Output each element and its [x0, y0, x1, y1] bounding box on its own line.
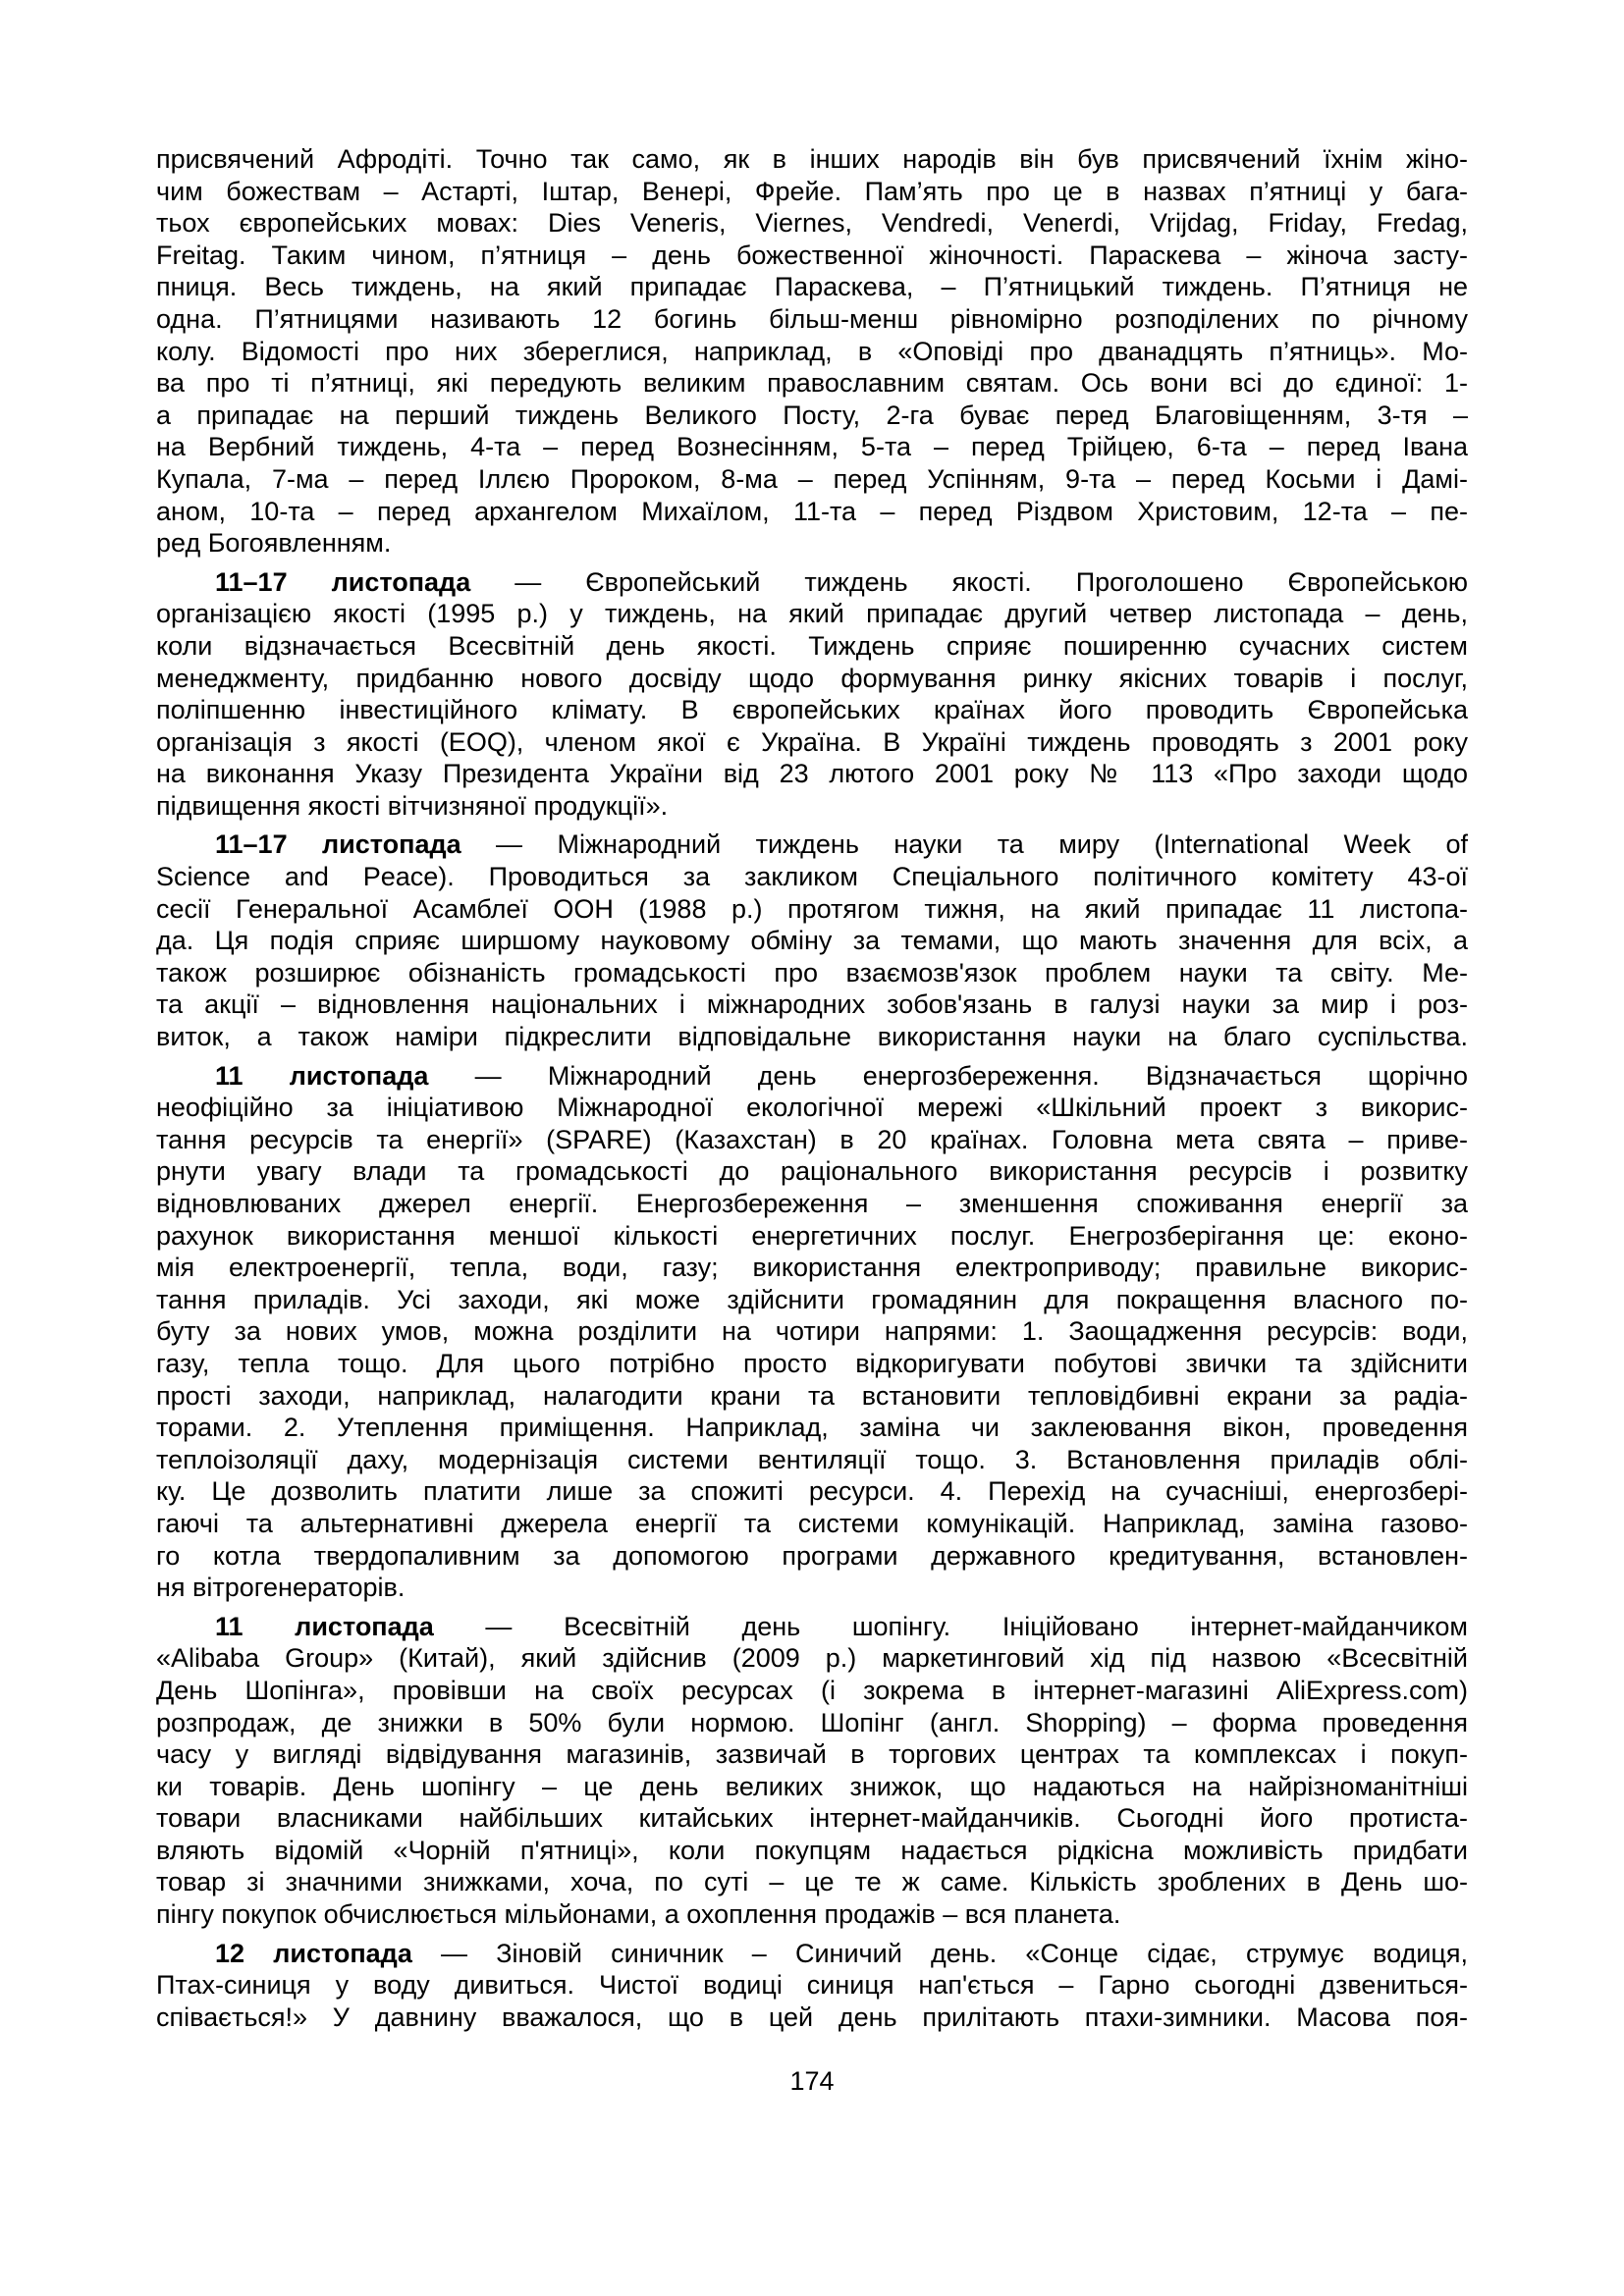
date-heading: 11 листопада [215, 1060, 429, 1091]
text-line: виток, а також наміри підкреслити відповідальне використання науки на благо суспільства. [156, 1022, 1468, 1052]
text-line: «Alibaba Group» (Китай), який здійснив (2009 р.) маркетинговий хід під назвою «Всесвітній [156, 1643, 1468, 1674]
paragraph-shopping-day [156, 1611, 1468, 1931]
text-line: тьох європейських мовах: Dies Veneris, Viernes, Vendredi, Venerdi, Vrijdag, Friday, Fredag, [156, 208, 1468, 239]
text-line: мія електроенергії, тепла, води, газу; використання електроприводу; правильне викорис- [156, 1253, 1468, 1283]
text-line: Freitag. Таким чином, п’ятниця – день божественної жіночності. Параскева – жіноча засту- [156, 240, 1468, 270]
text-line: — Міжнародний день енергозбереження. Відзначається щорічно [428, 1060, 1468, 1091]
date-heading: 12 листопада [215, 1938, 412, 1968]
paragraph-quality-week [156, 566, 1468, 823]
text-line: товар зі значними знижками, хоча, по суті – це те ж саме. Кількість зроблених в День шо- [156, 1867, 1468, 1897]
text-line: ки товарів. День шопінгу – це день великих знижок, що надаються на найрізноманітніші [156, 1771, 1468, 1801]
text-line: співається!» У давнину вважалося, що в цей день прилітають птахи-зимники. Масова поя- [156, 2002, 1468, 2032]
paragraph-friday-goddesses [156, 143, 1468, 560]
text-line: а припадає на перший тиждень Великого Посту, 2-га буває перед Благовіщенням, 3-тя – [156, 400, 1468, 430]
text-line: розпродаж, де знижки в 50% були нормою. Шопінг (англ. Shopping) – форма проведення [156, 1707, 1468, 1737]
paragraph-energy-saving-day [156, 1060, 1468, 1604]
text-line: го котла твердопаливним за допомогою програми державного кредитування, встановлен- [156, 1540, 1468, 1571]
text-line: присвячений Афродіті. Точно так само, як в інших народів він був присвячений їхнім жіно- [156, 144, 1468, 174]
text-line: підвищення якості вітчизняної продукції». [156, 790, 669, 821]
text-line: часу у вигляді відвідування магазинів, зазвичай в торгових центрах та комплексах і покуп- [156, 1739, 1468, 1770]
date-heading: 11–17 листопада [215, 829, 461, 860]
paragraph-first-line [156, 1938, 1468, 1970]
paragraph-titmouse-day [156, 1938, 1468, 2034]
text-line: газу, тепла тощо. Для цього потрібно просто відкоригувати побутові звички та здійснити [156, 1348, 1468, 1378]
text-line: рахунок використання меншої кількості енергетичних послуг. Енегрозберігання це: еконо- [156, 1220, 1468, 1251]
text-line: — Міжнародний тиждень науки та миру (International Week of [460, 829, 1468, 860]
text-line: одна. П’ятницями називають 12 богинь більш-менш рівномірно розподілених по річному [156, 303, 1468, 334]
text-line: відновлюваних джерел енергії. Енергозбереження – зменшення споживання енергії за [156, 1189, 1468, 1218]
date-heading: 11 листопада [215, 1611, 434, 1641]
text-line: пінгу покупок обчислюється мільйонами, а охоплення продажів – вся планета. [156, 1899, 1121, 1930]
date-heading: 11–17 листопада [215, 566, 471, 597]
text-line: тання приладів. Усі заходи, які може здійснити громадянин для покращення власного по- [156, 1284, 1468, 1314]
text-line: чим божествам – Астарті, Іштар, Венері, Фрейе. Пам’ять про це в назвах п’ятниці у бага- [156, 176, 1468, 206]
text-line: організація з якості (EOQ), членом якої є Україна. В Україні тиждень проводять з 2001 року [156, 726, 1468, 757]
text-line: вляють відомій «Чорній п'ятниці», коли покупцям надається рідкісна можливість придбати [156, 1835, 1468, 1865]
text-line: да. Ця подія сприяє ширшому науковому обміну за темами, що мають значення для всіх, а [156, 926, 1468, 956]
text-line: Купала, 7-ма – перед Іллєю Пророком, 8-ма – перед Успінням, 9-та – перед Косьми і Дамі- [156, 463, 1468, 494]
text-line: сесії Генеральної Асамблеї ООН (1988 р.) протягом тижня, на який припадає 11 листопа- [156, 893, 1468, 924]
text-line: Птах-синиця у воду дивиться. Чистої водиці синиця нап'ється – Гарно сьогодні дзвениться- [156, 1970, 1468, 2001]
text-line: ва про ті п’ятниці, які передують великим православним святам. Ось вони всі до єдиної: 1- [156, 368, 1468, 399]
page-number: 174 [789, 2066, 835, 2097]
text-line: ня вітрогенераторів. [156, 1573, 406, 1603]
text-line: — Зіновій синичник – Синичий день. «Сонце сідає, струмує водиця, [411, 1938, 1468, 1968]
text-line: буту за нових умов, можна розділити на чотири напрями: 1. Заощадження ресурсів: води, [156, 1316, 1468, 1347]
text-line: колу. Відомості про них збереглися, наприклад, в «Оповіді про дванадцять п’ятниць». Мо- [156, 336, 1468, 366]
text-line: поліпшенню інвестиційного клімату. В європейських країнах його проводить Європейська [156, 695, 1468, 725]
text-line: неофіційно за ініціативою Міжнародної екологічної мережі «Шкільний проект з викорис- [156, 1093, 1468, 1123]
text-line: менеджменту, придбанню нового досвіду щодо формування ринку якісних товарів і послуг, [156, 663, 1468, 693]
text-line: на виконання Указу Президента України від 23 лютого 2001 року № 113 «Про заходи щодо [156, 759, 1468, 789]
text-line: теплоізоляції даху, модернізація системи вентиляції тощо. 3. Встановлення приладів облі- [156, 1444, 1468, 1474]
text-line: також розширює обізнаність громадськості про взаємозв'язок проблем науки та світу. Ме- [156, 957, 1468, 988]
text-line: День Шопінга», провівши на своїх ресурсах (і зокрема в інтернет-магазині AliExpress.com) [156, 1675, 1468, 1705]
text-line: — Європейський тиждень якості. Проголошено Європейською [470, 566, 1468, 597]
text-line: прості заходи, наприклад, налагодити крани та встановити тепловідбивні екрани за радіа- [156, 1380, 1468, 1411]
text-line: товари власниками найбільших китайських інтернет-майданчиків. Сьогодні його протиста- [156, 1803, 1468, 1834]
text-line: ку. Це дозволить платити лише за спожиті ресурси. 4. Перехід на сучасніші, енергозбері- [156, 1476, 1468, 1507]
paragraph-first-line [156, 566, 1468, 599]
text-line: Science and Peace). Проводиться за закликом Спеціального політичного комітету 43-ої [156, 862, 1468, 892]
text-line: аном, 10-та – перед архангелом Михаїлом, 11-та – перед Різдвом Христовим, 12-та – пе- [156, 496, 1468, 526]
paragraph-first-line [156, 1060, 1468, 1093]
text-line: організацією якості (1995 р.) у тиждень, на який припадає другий четвер листопада – день, [156, 599, 1468, 629]
text-line: пниця. Весь тиждень, на який припадає Параскева, – П’ятницький тиждень. П’ятниця не [156, 272, 1468, 302]
text-line: гаючі та альтернативні джерела енергії та системи комунікацій. Наприклад, заміна газово- [156, 1508, 1468, 1538]
paragraph-first-line [156, 1611, 1468, 1643]
text-line: тання ресурсів та енергії» (SPARE) (Казахстан) в 20 країнах. Головна мета свята – приве- [156, 1124, 1468, 1154]
paragraph-science-peace-week [156, 828, 1468, 1052]
text-line: ред Богоявленням. [156, 528, 392, 559]
text-line: та акції – відновлення національних і міжнародних зобов'язань в галузі науки за мир і роз- [156, 989, 1468, 1020]
text-line: на Вербний тиждень, 4-та – перед Вознесінням, 5-та – перед Трійцею, 6-та – перед Івана [156, 432, 1468, 462]
text-line: рнути увагу влади та громадськості до раціонального використання ресурсів і розвитку [156, 1156, 1468, 1187]
text-line: коли відзначається Всесвітній день якості. Тиждень сприяє поширенню сучасних систем [156, 630, 1468, 661]
document-page [156, 143, 1468, 2098]
text-line: торами. 2. Утеплення приміщення. Наприклад, заміна чи заклеювання вікон, проведення [156, 1413, 1468, 1443]
text-line: — Всесвітній день шопінгу. Ініційовано інтернет-майданчиком [433, 1611, 1468, 1641]
paragraph-first-line [156, 828, 1468, 861]
